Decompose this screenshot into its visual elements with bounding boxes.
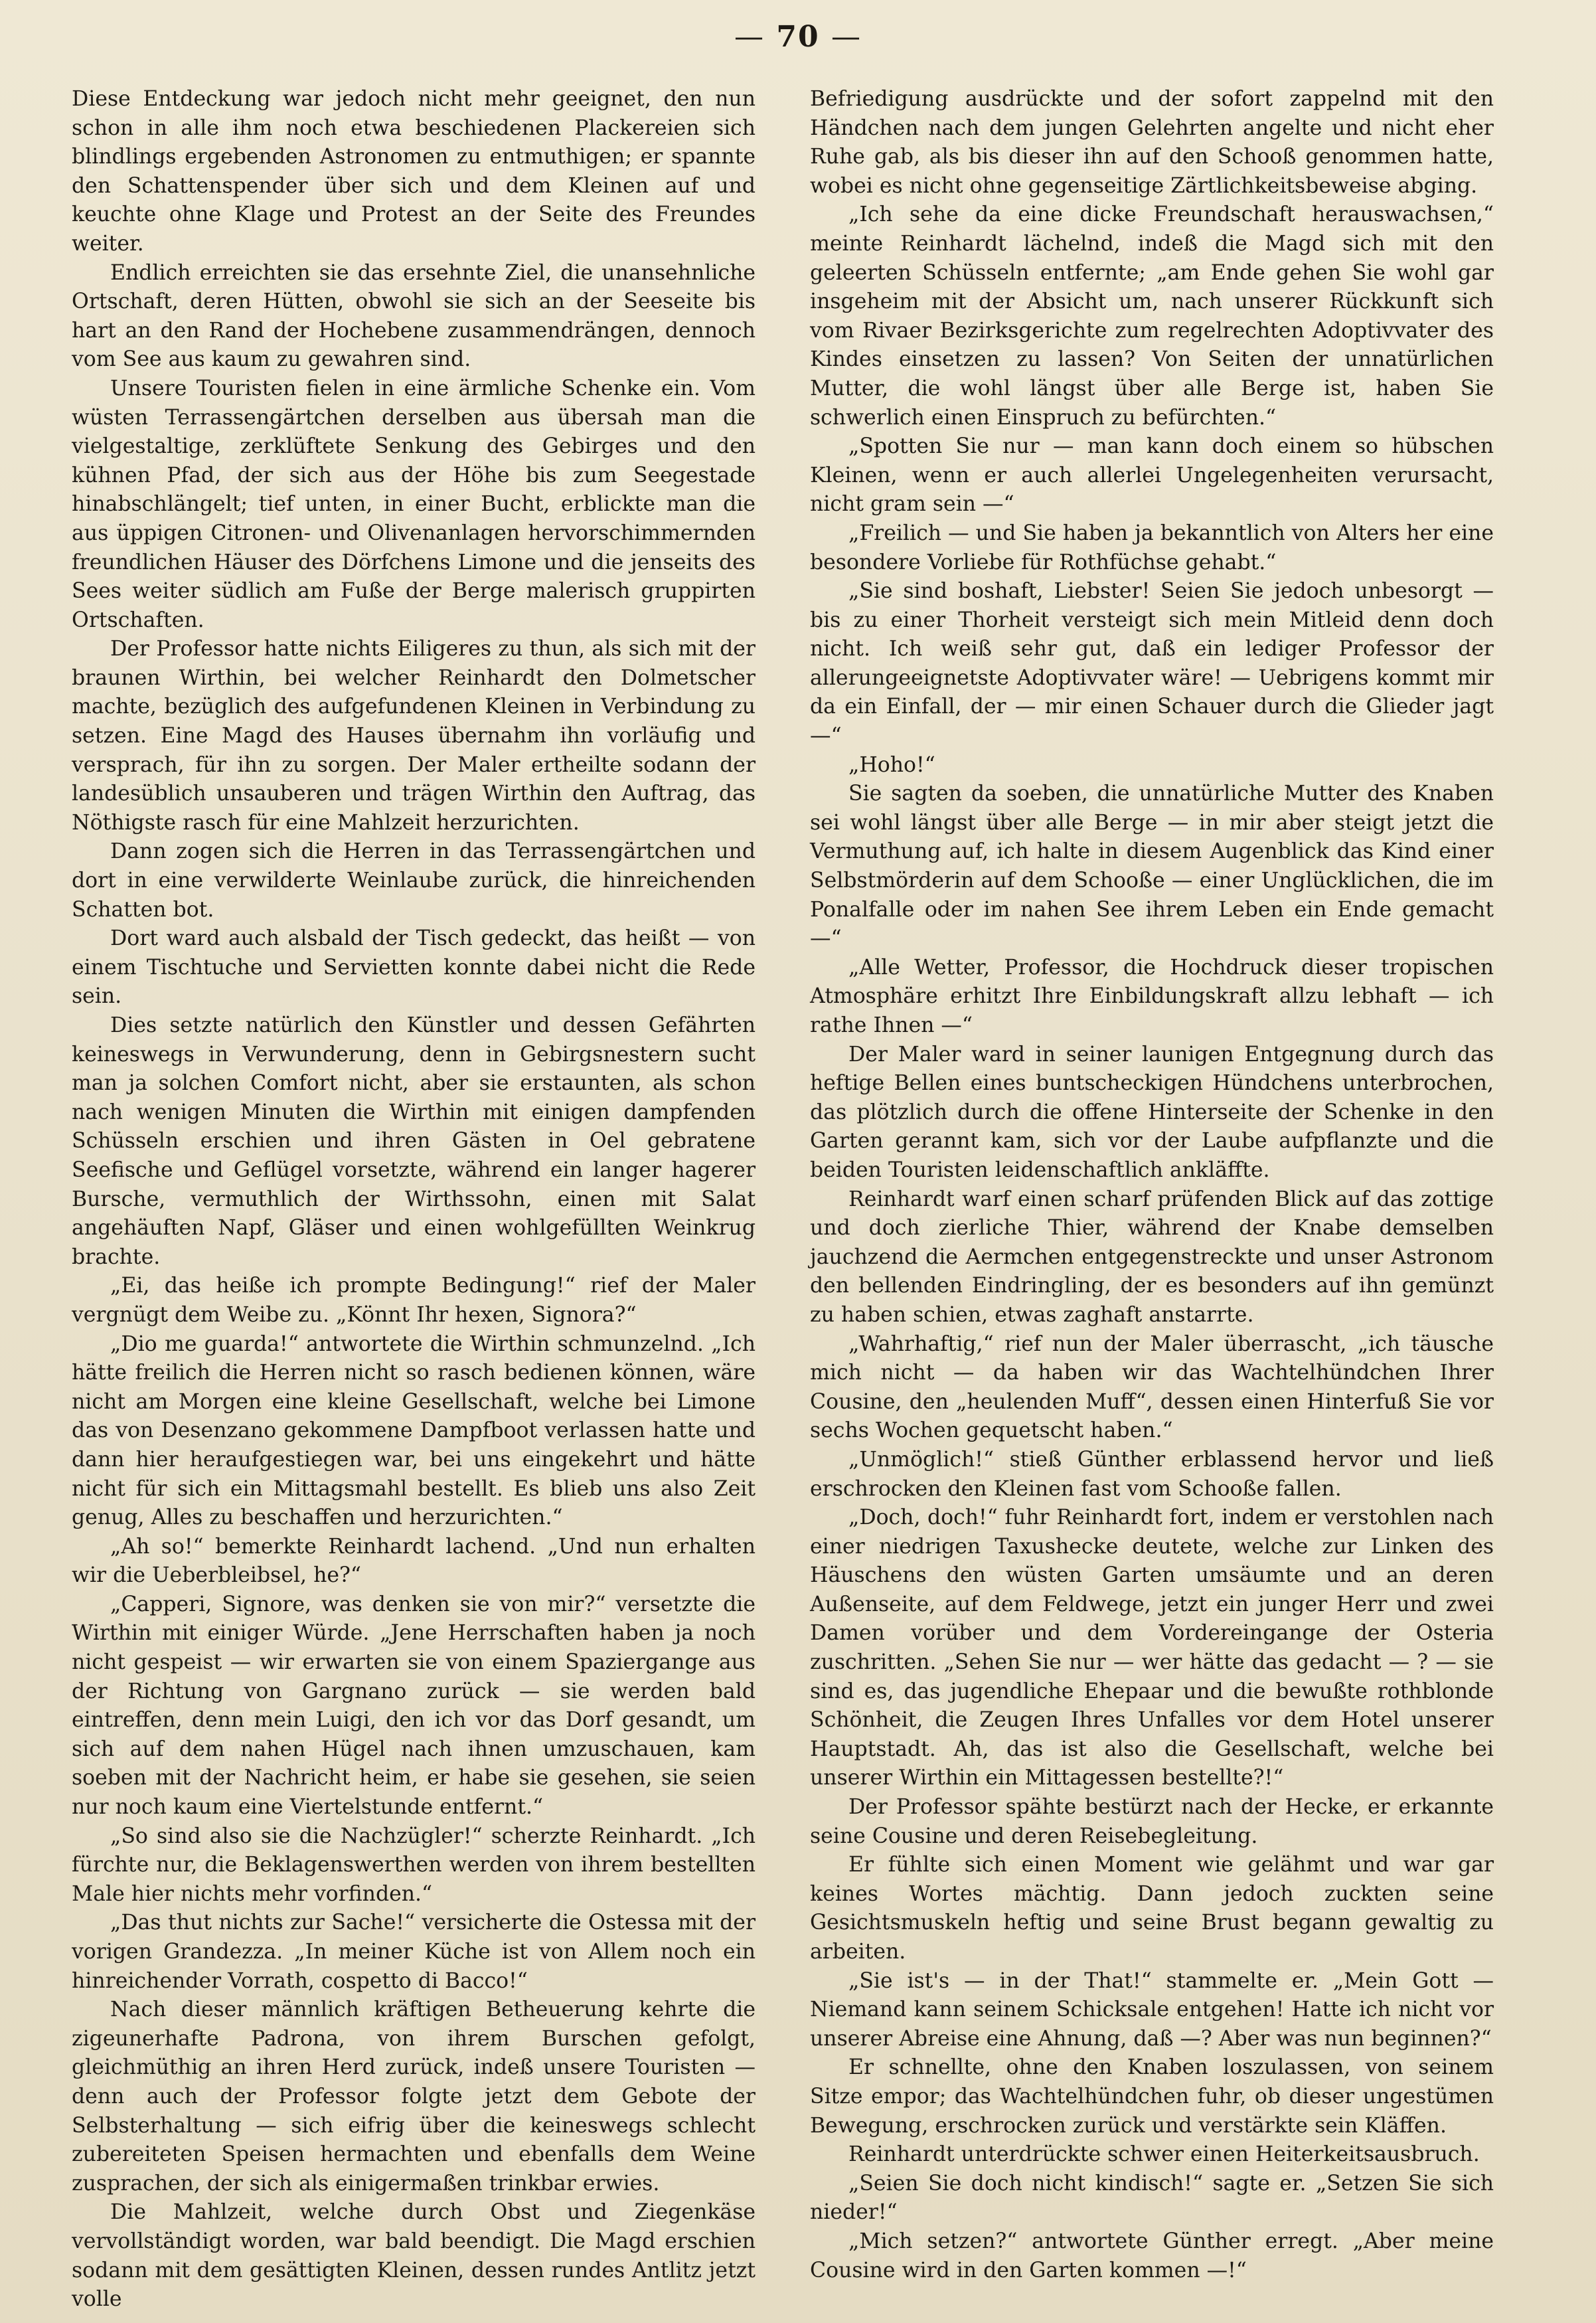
paragraph: Befriedigung ausdrückte und der sofort zappelnd mit den Händchen nach dem jungen Gelehrten angelte und nicht eher Ruhe gab, als bis dieser ihn auf den Schooß genommen hatte, wobei es nicht ohne gegenseitige Zärtlichkeitsbeweise abging.	[810, 87, 1494, 198]
paragraph: „So sind also sie die Nachzügler!“ scherzte Reinhardt. „Ich fürchte nur, die Beklagenswerthen werden von ihrem bestellten Male hier nichts mehr vorfinden.“	[72, 1824, 756, 1906]
paragraph: „Mich setzen?“ antwortete Günther erregt. „Aber meine Cousine wird in den Garten kommen —!“	[810, 2229, 1494, 2282]
paragraph: „Ich sehe da eine dicke Freundschaft herauswachsen,“ meinte Reinhardt lächelnd, indeß die Magd sich mit den geleerten Schüsseln entfernte; „am Ende gehen Sie wohl gar insgeheim mit der Absicht um, nach unserer Rückkunft sich vom Rivaer Bezirksgerichte zum regelrechten Adoptivvater des Kindes einsetzen zu lassen? Von Seiten der unnatürlichen Mutter, die wohl längst über alle Berge ist, haben Sie schwerlich einen Einspruch zu befürchten.“	[810, 203, 1494, 430]
paragraph: Der Professor spähte bestürzt nach der Hecke, er erkannte seine Cousine und deren Reisebegleitung.	[810, 1795, 1494, 1848]
paragraph: Unsere Touristen fielen in eine ärmliche Schenke ein. Vom wüsten Terrassengärtchen derselben aus übersah man die vielgestaltige, zerklüftete Senkung des Gebirges und den kühnen Pfad, der sich aus der Höhe bis zum Seegestade hinabschlängelt; tief unten, in einer Bucht, erblickte man die aus üppigen Citronen- und Olivenanlagen hervorschimmernden freundlichen Häuser des Dörfchens Limone und die jenseits des Sees weiter südlich am Fuße der Berge malerisch gruppirten Ortschaften.	[72, 376, 756, 632]
paragraph: „Alle Wetter, Professor, die Hochdruck dieser tropischen Atmosphäre erhitzt Ihre Einbildungskraft allzu lebhaft — ich rathe Ihnen —“	[810, 955, 1494, 1037]
paragraph: Nach dieser männlich kräftigen Betheuerung kehrte die zigeunerhafte Padrona, von ihrem Burschen gefolgt, gleichmüthig an ihren Herd zurück, indeß unsere Touristen — denn auch der Professor folgte jetzt dem Gebote der Selbsterhaltung — sich eifrig über die keineswegs schlecht zubereiteten Speisen hermachten und ebenfalls dem Weine zusprachen, der sich als einigermaßen trinkbar erwies.	[72, 1998, 756, 2195]
header-dash-left: —	[734, 20, 765, 54]
paragraph: Reinhardt warf einen scharf prüfenden Blick auf das zottige und doch zierliche Thier, während der Knabe demselben jauchzend die Aermchen entgegenstreckte und unser Astronom den bellenden Eindringling, der es besonders auf ihn gemünzt zu haben schien, etwas zaghaft anstarrte.	[810, 1187, 1494, 1327]
paragraph: Dann zogen sich die Herren in das Terrassengärtchen und dort in eine verwilderte Weinlaube zurück, die hinreichenden Schatten bot.	[72, 839, 756, 922]
page-number: 70	[776, 20, 820, 54]
paragraph: „Dio me guarda!“ antwortete die Wirthin schmunzelnd. „Ich hätte freilich die Herren nicht so rasch bedienen können, wäre nicht am Morgen eine kleine Gesellschaft, welche bei Limone das von Desenzano gekommene Dampfboot verlassen hatte und dann hier heraufgestiegen war, bei uns eingekehrt und hätte nicht für sich ein Mittagsmahl bestellt. Es blieb uns also Zeit genug, Alles zu beschaffen und herzurichten.“	[72, 1332, 756, 1530]
paragraph: Dies setzte natürlich den Künstler und dessen Gefährten keineswegs in Verwunderung, denn in Gebirgsnestern sucht man ja solchen Comfort nicht, aber sie erstaunten, als schon nach wenigen Minuten die Wirthin mit einigen dampfenden Schüsseln erschien und ihren Gästen in Oel gebratene Seefische und Geflügel vorsetzte, während ein langer hagerer Bursche, vermuthlich der Wirthssohn, einen mit Salat angehäuften Napf, Gläser und einen wohlgefüllten Weinkrug brachte.	[72, 1013, 756, 1269]
paragraph: Diese Entdeckung war jedoch nicht mehr geeignet, den nun schon in alle ihm noch etwa beschiedenen Plackereien sich blindlings ergebenden Astronomen zu entmuthigen; er spannte den Schattenspender über sich und dem Kleinen auf und keuchte ohne Klage und Protest an der Seite des Freundes weiter.	[72, 87, 756, 256]
paragraph: Der Professor hatte nichts Eiligeres zu thun, als sich mit der braunen Wirthin, bei welcher Reinhardt den Dolmetscher machte, bezüglich des aufgefundenen Kleinen in Verbindung zu setzen. Eine Magd des Hauses übernahm ihn vorläufig und versprach, für ihn zu sorgen. Der Maler ertheilte sodann der landesüblich unsauberen und trägen Wirthin den Auftrag, das Nöthigste rasch für eine Mahlzeit herzurichten.	[72, 637, 756, 835]
right-column	[810, 85, 1494, 2296]
paragraph: „Hoho!“	[848, 752, 935, 777]
page-header	[0, 20, 1596, 54]
left-column	[72, 85, 756, 2312]
paragraph: Endlich erreichten sie das ersehnte Ziel, die unansehnliche Ortschaft, deren Hütten, obwohl sie sich an der Seeseite bis hart an den Rand der Hochebene zusammendrängen, dennoch vom See aus kaum zu gewahren sind.	[72, 260, 756, 372]
paragraph: „Ah so!“ bemerkte Reinhardt lachend. „Und nun erhalten wir die Ueberbleibsel, he?“	[72, 1534, 756, 1588]
paragraph: Er schnellte, ohne den Knaben loszulassen, von seinem Sitze empor; das Wachtelhündchen fuhr, ob dieser ungestümen Bewegung, erschrocken zurück und verstärkte sein Kläffen.	[810, 2055, 1494, 2138]
paragraph: Sie sagten da soeben, die unnatürliche Mutter des Knaben sei wohl längst über alle Berge — in mir aber steigt jetzt die Vermuthung auf, ich halte in diesem Augenblick das Kind einer Selbstmörderin auf dem Schooße — einer Unglücklichen, die im Ponalfalle oder im nahen See ihrem Leben ein Ende gemacht —“	[810, 782, 1494, 951]
paragraph: Die Mahlzeit, welche durch Obst und Ziegenkäse vervollständigt worden, war bald beendigt. Die Magd erschien sodann mit dem gesättigten Kleinen, dessen rundes Antlitz jetzt volle	[72, 2200, 756, 2312]
paragraph: Dort ward auch alsbald der Tisch gedeckt, das heißt — von einem Tischtuche und Servietten konnte dabei nicht die Rede sein.	[72, 926, 756, 1009]
paragraph: „Capperi, Signore, was denken sie von mir?“ versetzte die Wirthin mit einiger Würde. „Jene Herrschaften haben ja noch nicht gespeist — wir erwarten sie von einem Spaziergange aus der Richtung von Gargnano zurück — sie werden bald eintreffen, denn mein Luigi, den ich vor das Dorf gesandt, um sich auf dem nahen Hügel nach ihnen umzuschauen, kam soeben mit der Nachricht heim, er habe sie gesehen, sie seien nur noch kaum eine Viertelstunde entfernt.“	[72, 1592, 756, 1820]
paragraph: „Doch, doch!“ fuhr Reinhardt fort, indem er verstohlen nach einer niedrigen Taxushecke deutete, welche zur Linken des Häuschens den wüsten Garten umsäumte und an deren Außenseite, auf dem Feldwege, jetzt ein junger Herr und zwei Damen vorüber und dem Vordereingange der Osteria zuschritten. „Sehen Sie nur — wer hätte das gedacht — ? — sie sind es, das jugendliche Ehepaar und die bewußte rothblonde Schönheit, die Zeugen Ihres Unfalles vor dem Hotel unserer Hauptstadt. Ah, das ist also die Gesellschaft, welche bei unserer Wirthin ein Mittagessen bestellte?!“	[810, 1506, 1494, 1790]
paragraph: „Unmöglich!“ stieß Günther erblassend hervor und ließ erschrocken den Kleinen fast vom Schooße fallen.	[810, 1447, 1494, 1501]
paragraph: Er fühlte sich einen Moment wie gelähmt und war gar keines Wortes mächtig. Dann jedoch zuckten seine Gesichtsmuskeln heftig und seine Brust begann gewaltig zu arbeiten.	[810, 1853, 1494, 1964]
paragraph: „Spotten Sie nur — man kann doch einem so hübschen Kleinen, wenn er auch allerlei Ungelegenheiten verursacht, nicht gram sein —“	[810, 434, 1494, 517]
header-dash-right: —	[831, 20, 862, 54]
paragraph: „Sie ist's — in der That!“ stammelte er. „Mein Gott — Niemand kann seinem Schicksale entgehen! Hatte ich nicht vor unserer Abreise eine Ahnung, daß —? Aber was nun beginnen?“	[810, 1968, 1494, 2051]
paragraph: „Ei, das heiße ich prompte Bedingung!“ rief der Maler vergnügt dem Weibe zu. „Könnt Ihr hexen, Signora?“	[72, 1274, 756, 1327]
paragraph: „Das thut nichts zur Sache!“ versicherte die Ostessa mit der vorigen Grandezza. „In meiner Küche ist von Allem noch ein hinreichender Vorrath, cospetto di Bacco!“	[72, 1911, 756, 1993]
paragraph: Reinhardt unterdrückte schwer einen Heiterkeitsausbruch.	[848, 2142, 1480, 2167]
paragraph: „Wahrhaftig,“ rief nun der Maler überrascht, „ich täusche mich nicht — da haben wir das Wachtelhündchen Ihrer Cousine, den „heulenden Muff“, dessen einen Hinterfuß Sie vor sechs Wochen gequetscht haben.“	[810, 1332, 1494, 1443]
paragraph: „Sie sind boshaft, Liebster! Seien Sie jedoch unbesorgt — bis zu einer Thorheit versteigt sich mein Mitleid denn doch nicht. Ich weiß sehr gut, daß ein lediger Professor der allerungeeignetste Adoptivvater wäre! — Uebrigens kommt mir da ein Einfall, der — mir einen Schauer durch die Glieder jagt —“	[810, 579, 1494, 748]
paragraph: „Seien Sie doch nicht kindisch!“ sagte er. „Setzen Sie sich nieder!“	[810, 2171, 1494, 2225]
paragraph: „Freilich — und Sie haben ja bekanntlich von Alters her eine besondere Vorliebe für Rothfüchse gehabt.“	[810, 521, 1494, 574]
paragraph: Der Maler ward in seiner launigen Entgegnung durch das heftige Bellen eines buntscheckigen Hündchens unterbrochen, das plötzlich durch die offene Hinterseite der Schenke in den Garten gerannt kam, sich vor der Laube aufpflanzte und die beiden Touristen leidenschaftlich ankläffte.	[810, 1042, 1494, 1182]
